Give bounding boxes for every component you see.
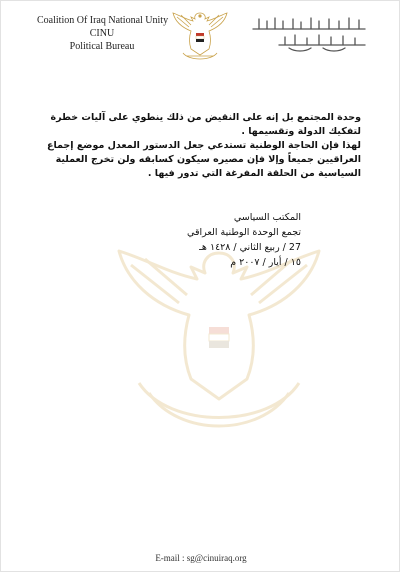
signature-office: المكتب السياسي <box>233 212 301 223</box>
signature-block <box>151 210 301 270</box>
eagle-emblem-icon <box>169 7 231 63</box>
arabic-calligraphy-logo-icon <box>249 15 369 55</box>
org-name-line: Coalition Of Iraq National Unity <box>37 15 169 26</box>
signature-organization: تجمع الوحدة الوطنية العراقي <box>187 227 301 238</box>
letter-paragraph: وحدة المجتمع بل إنه على النقيض من ذلك ينطوي على آليات خطرة لتفكيك الدولة وتقسيمها . <box>50 112 361 137</box>
letter-paragraph: لهذا فإن الحاجة الوطنية تستدعي جعل الدستور المعدل موضع إجماع العراقيين جميعاً وإلا فإن مصيره سيكون كسابقه ولن تخرج العملية السياسية من الحلقة المفرغة التي تدور فيها . <box>46 140 361 179</box>
gregorian-date: ١٥ / أيار / ٢٠٠٧ م <box>230 257 301 268</box>
hijri-date: 27 / ربيع الثاني / ١٤٢٨ هـ <box>199 242 301 253</box>
letter-body <box>41 111 361 181</box>
footer-email: E-mail : sg@cinuiraq.org <box>155 553 247 563</box>
org-acronym-line: CINU <box>89 28 115 39</box>
org-bureau-line: Political Bureau <box>69 41 135 52</box>
organization-header <box>37 14 167 53</box>
